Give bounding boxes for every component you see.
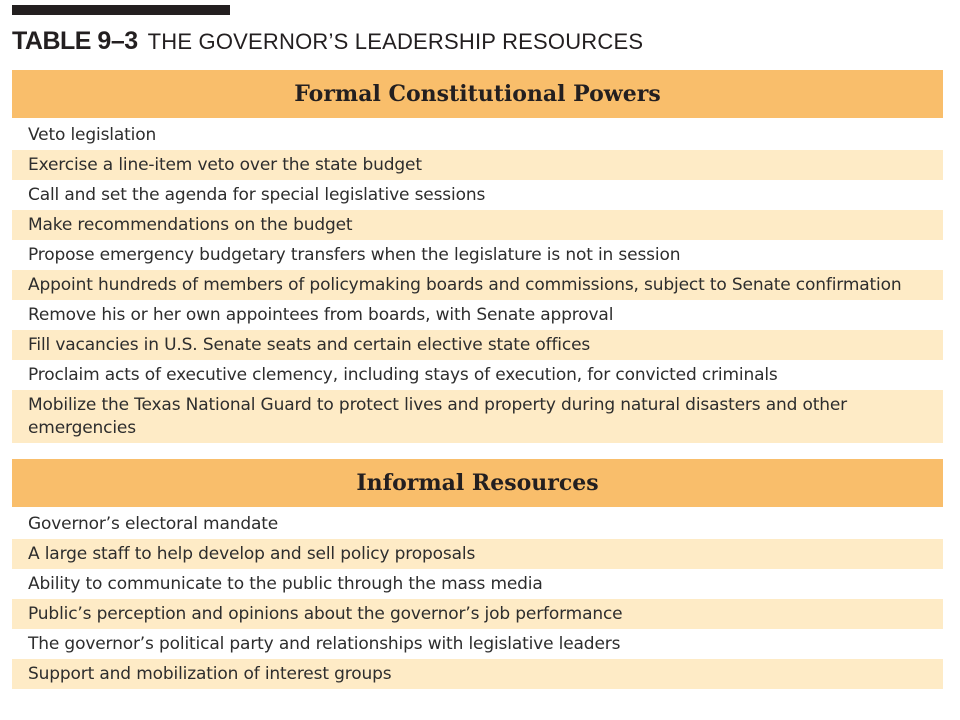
list-item: Governor’s electoral mandate xyxy=(12,509,943,539)
list-item: Public’s perception and opinions about the governor’s job performance xyxy=(12,599,943,629)
informal-resources-list xyxy=(12,509,943,689)
list-item: Propose emergency budgetary transfers when the legislature is not in session xyxy=(12,240,943,270)
formal-powers-section xyxy=(12,70,943,443)
list-item: Mobilize the Texas National Guard to protect lives and property during natural disasters and other emergencies xyxy=(12,390,943,443)
list-item: Appoint hundreds of members of policymaking boards and commissions, subject to Senate confirmation xyxy=(12,270,943,300)
list-item: Fill vacancies in U.S. Senate seats and certain elective state offices xyxy=(12,330,943,360)
list-item: Ability to communicate to the public through the mass media xyxy=(12,569,943,599)
table-heading xyxy=(12,25,643,57)
list-item: Remove his or her own appointees from boards, with Senate approval xyxy=(12,300,943,330)
list-item: Exercise a line-item veto over the state budget xyxy=(12,150,943,180)
list-item: A large staff to help develop and sell policy proposals xyxy=(12,539,943,569)
list-item: The governor’s political party and relationships with legislative leaders xyxy=(12,629,943,659)
list-item: Proclaim acts of executive clemency, including stays of execution, for convicted criminals xyxy=(12,360,943,390)
informal-resources-header: Informal Resources xyxy=(12,459,943,507)
list-item: Call and set the agenda for special legislative sessions xyxy=(12,180,943,210)
list-item: Make recommendations on the budget xyxy=(12,210,943,240)
formal-powers-list xyxy=(12,120,943,443)
table-number: TABLE 9–3 xyxy=(12,27,138,55)
top-rule xyxy=(12,5,230,15)
list-item: Veto legislation xyxy=(12,120,943,150)
formal-powers-header: Formal Constitutional Powers xyxy=(12,70,943,118)
list-item: Support and mobilization of interest groups xyxy=(12,659,943,689)
informal-resources-section xyxy=(12,459,943,689)
table-title: THE GOVERNOR’S LEADERSHIP RESOURCES xyxy=(147,29,644,54)
